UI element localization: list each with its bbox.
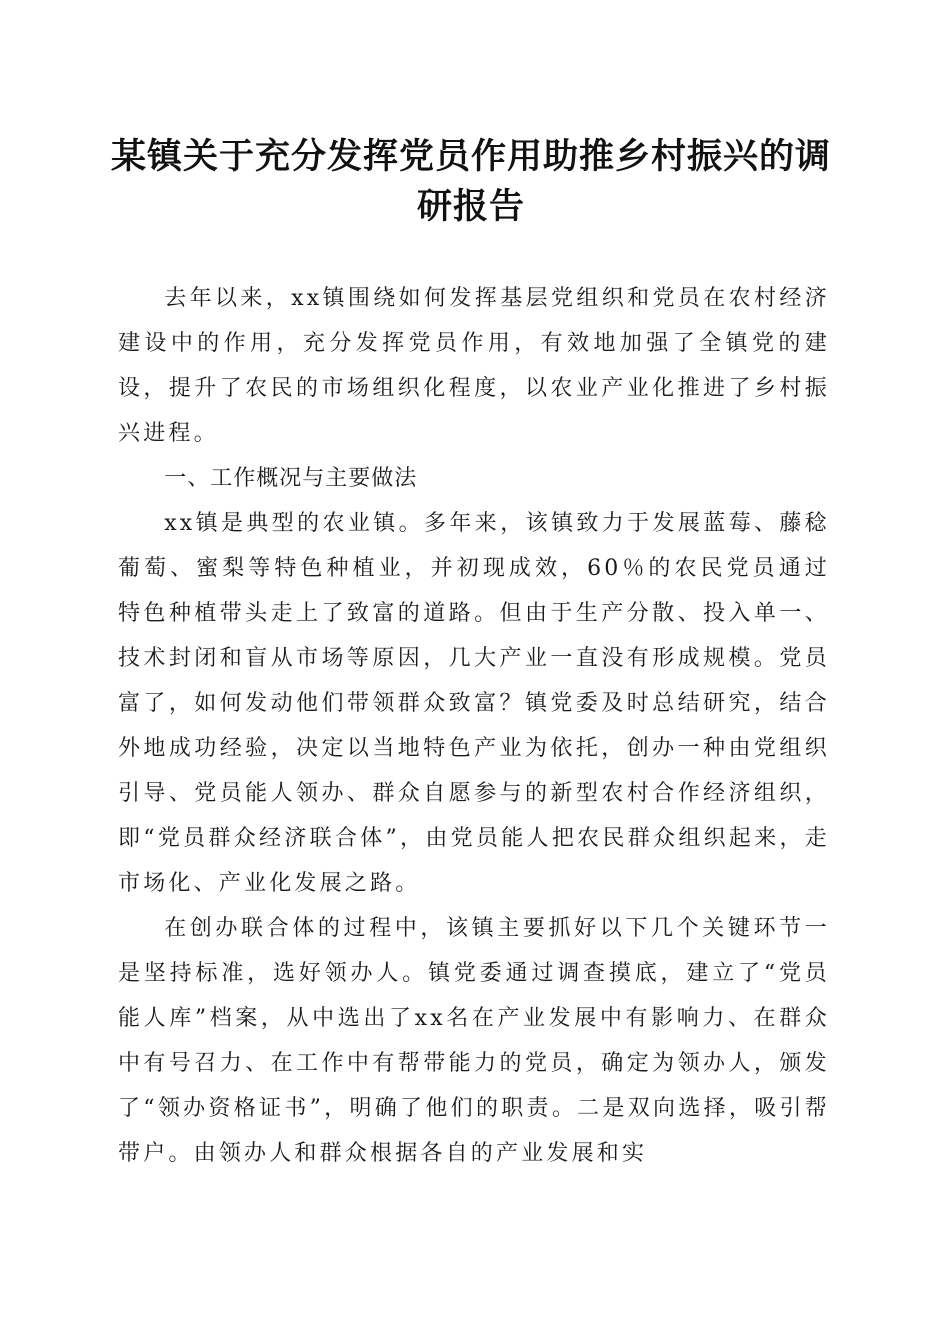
section-heading: 一、工作概况与主要做法 <box>164 466 418 491</box>
document-body <box>118 276 830 1176</box>
body-paragraph: 在创办联合体的过程中，该镇主要抓好以下几个关键环节一是坚持标准，选好领办人。镇党委通过调查摸底，建立了“党员能人库”档案，从中选出了xx名在产业发展中有影响力、在群众中有号召力、在工作中有帮带能力的党员，确定为领办人，颁发了“领办资格证书”，明确了他们的职责。二是双向选择，吸引帮带户。由领办人和群众根据各自的产业发展和实 <box>118 916 830 1166</box>
body-paragraph: xx镇是典型的农业镇。多年来，该镇致力于发展蓝莓、藤稔葡萄、蜜梨等特色种植业，并初现成效，60％的农民党员通过特色种植带头走上了致富的道路。但由于生产分散、投入单一、技术封闭和盲从市场等原因，几大产业一直没有形成规模。党员富了，如何发动他们带领群众致富？镇党委及时总结研究，结合外地成功经验，决定以当地特色产业为依托，创办一种由党组织引导、党员能人领办、群众自愿参与的新型农村合作经济组织，即“党员群众经济联合体”，由党员能人把农民群众组织起来，走市场化、产业化发展之路。 <box>118 511 830 896</box>
intro-paragraph: 去年以来，xx镇围绕如何发挥基层党组织和党员在农村经济建设中的作用，充分发挥党员作用，有效地加强了全镇党的建设，提升了农民的市场组织化程度，以农业产业化推进了乡村振兴进程。 <box>118 286 830 446</box>
document-title: 某镇关于充分发挥党员作用助推乡村振兴的调研报告 <box>110 136 831 227</box>
